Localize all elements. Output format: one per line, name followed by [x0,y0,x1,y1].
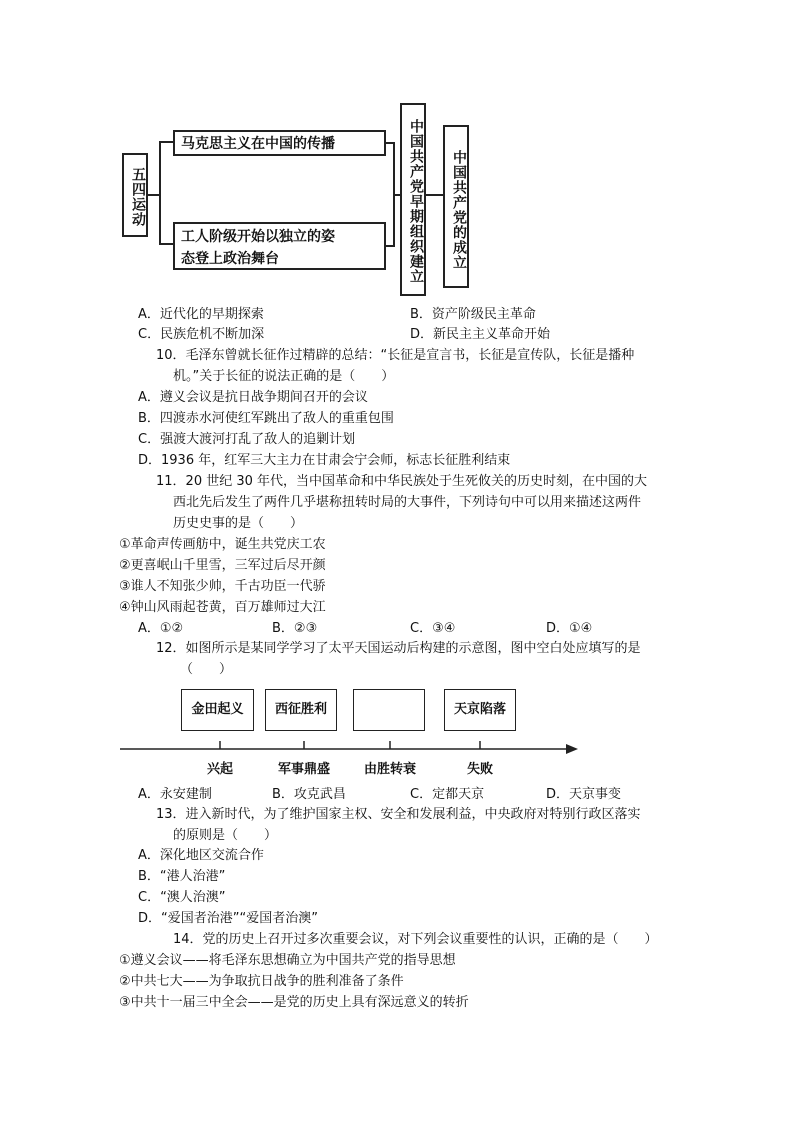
q12-stem-line2: （ ） [180,662,233,677]
q11-option-c[interactable]: C．③④ [410,621,456,636]
q12-option-a[interactable]: A．永安建制 [138,787,212,802]
q12-option-b[interactable]: B．攻克武昌 [272,787,346,802]
q13-option-a[interactable]: A．深化地区交流合作 [138,848,264,863]
q13-stem-line2: 的原则是（ ） [173,828,278,843]
q13-stem-line1: 13．进入新时代，为了维护国家主权、安全和发展利益，中央政府对特别行政区落实 [156,807,641,822]
q14-statement-1: ①遵义会议——将毛泽东思想确立为中国共产党的指导思想 [119,953,456,968]
q10-option-d[interactable]: D．1936 年，红军三大主力在甘肃会宁会师，标志长征胜利结束 [138,453,511,468]
node-working-class-line1: 工人阶级开始以独立的姿 [181,229,335,245]
node-early-organizations: 中国共产党早期组织建立 [400,103,426,296]
q12-option-d[interactable]: D．天京事变 [546,787,622,802]
node-ccp-founding: 中国共产党的成立 [443,125,469,288]
node-working-class-line2: 态登上政治舞台 [181,251,279,267]
q11-statement-2: ②更喜岷山千里雪，三军过后尽开颜 [119,558,326,573]
q13-option-c[interactable]: C．“澳人治澳” [138,890,226,905]
q9-option-b[interactable]: B．资产阶级民主革命 [410,307,536,322]
q10-option-b[interactable]: B．四渡赤水河使红军跳出了敌人的重重包围 [138,411,394,426]
q11-option-d[interactable]: D．①④ [546,621,593,636]
node-working-class [173,222,386,270]
node-may-fourth: 五四运动 [122,153,148,237]
q11-option-b[interactable]: B．②③ [272,621,318,636]
q11-stem-line2: 西北先后发生了两件几乎堪称扭转时局的大事件，下列诗句中可以用来描述这两件 [173,495,642,510]
q12-stem-line1: 12．如图所示是某同学学习了太平天国运动后构建的示意图，图中空白处应填写的是 [156,641,641,656]
timeline-label-rise: 兴起 [206,762,233,777]
q10-stem-line1: 10．毛泽东曾就长征作过精辟的总结：“长征是宣言书，长征是宣传队，长征是播种 [156,348,635,363]
connector [426,194,444,196]
timeline-box-tianjing: 天京陷落 [444,689,516,731]
node-marxism-spread: 马克思主义在中国的传播 [173,130,386,156]
timeline-label-peak: 军事鼎盛 [277,762,330,777]
q11-statement-1: ①革命声传画舫中，诞生共党庆工农 [119,537,326,552]
q9-option-c[interactable]: C．民族危机不断加深 [138,327,265,342]
connector [159,141,161,244]
q12-option-c[interactable]: C．定都天京 [410,787,485,802]
q10-stem-line2: 机。”关于长征的说法正确的是（ ） [173,369,395,384]
q14-statement-3: ③中共十一届三中全会——是党的历史上具有深远意义的转折 [119,995,469,1010]
q11-option-a[interactable]: A．①② [138,621,184,636]
q9-option-d[interactable]: D．新民主主义革命开始 [410,327,551,342]
q10-option-a[interactable]: A．遵义会议是抗日战争期间召开的会议 [138,390,368,405]
connector [159,243,173,245]
q11-stem-line3: 历史史事的是（ ） [173,516,304,531]
connector [159,141,173,143]
q9-option-a[interactable]: A．近代化的早期探索 [138,307,264,322]
q10-option-c[interactable]: C．强渡大渡河打乱了敌人的追剿计划 [138,432,356,447]
q13-option-d[interactable]: D．“爱国者治港”“爱国者治澳” [138,911,318,926]
timeline-label-decline: 由胜转衰 [363,762,416,777]
q11-stem-line1: 11．20 世纪 30 年代，当中国革命和中华民族处于生死攸关的历史时刻，在中国的大 [156,474,648,489]
q14-stem-line1: 14．党的历史上召开过多次重要会议，对下列会议重要性的认识，正确的是（ ） [173,932,658,947]
q14-statement-2: ②中共七大——为争取抗日战争的胜利准备了条件 [119,974,404,989]
timeline-box-western: 西征胜利 [265,689,337,731]
q11-statement-3: ③谁人不知张少帅，千古功臣一代骄 [119,579,326,594]
timeline-axis [120,740,580,756]
timeline-box-jintian: 金田起义 [181,689,254,731]
q11-statement-4: ④钟山风雨起苍黄，百万雄师过大江 [119,600,326,615]
timeline-box-blank[interactable] [353,689,425,731]
q13-option-b[interactable]: B．“港人治港” [138,869,226,884]
timeline-label-fail: 失败 [466,762,493,777]
